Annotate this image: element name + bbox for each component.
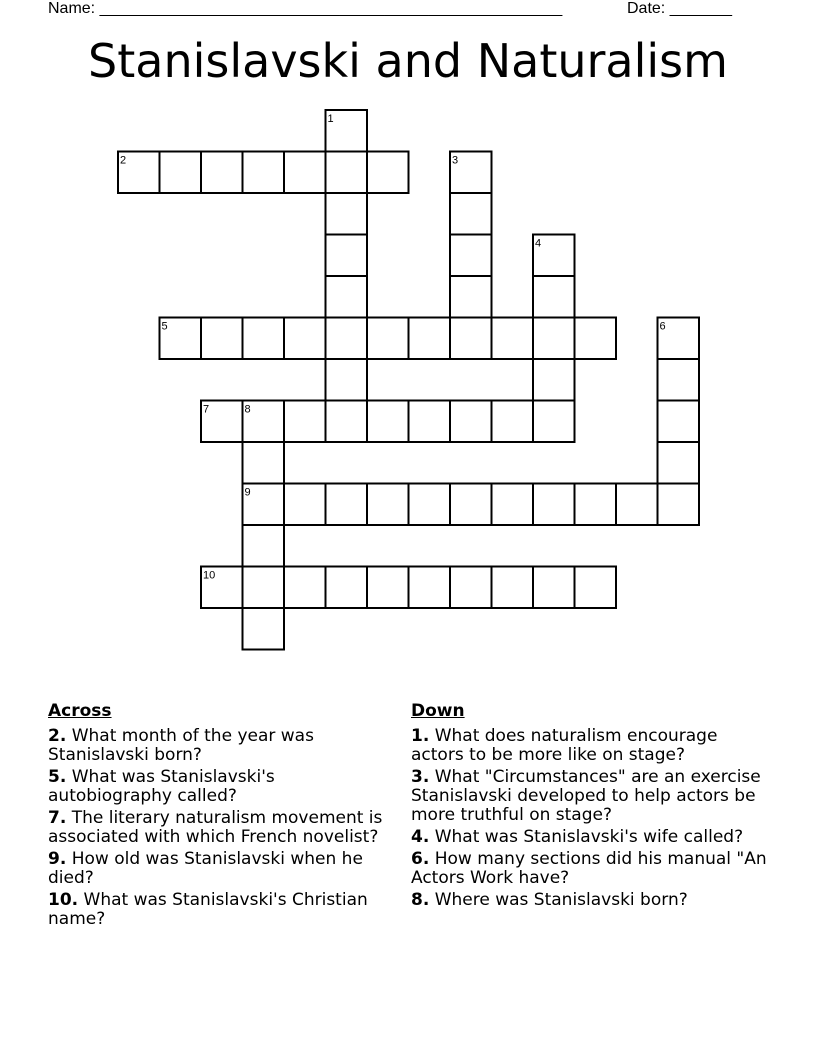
date-field-label: Date: _______ bbox=[627, 0, 732, 17]
crossword-cell[interactable] bbox=[284, 484, 326, 526]
crossword-cell[interactable] bbox=[326, 484, 368, 526]
crossword-cell[interactable] bbox=[326, 235, 368, 277]
crossword-cell[interactable] bbox=[450, 276, 492, 318]
crossword-cell[interactable] bbox=[409, 484, 451, 526]
clue-text: What month of the year was Stanislavski born? bbox=[48, 726, 314, 765]
down-clue bbox=[411, 850, 771, 888]
across-clue-list bbox=[48, 727, 393, 929]
crossword-cell[interactable] bbox=[409, 401, 451, 443]
crossword-cell[interactable] bbox=[160, 152, 202, 194]
clue-number: 2. bbox=[48, 726, 67, 746]
crossword-cell[interactable] bbox=[326, 318, 368, 360]
crossword-cell[interactable] bbox=[284, 318, 326, 360]
clue-text: How old was Stanislavski when he died? bbox=[48, 849, 363, 888]
clue-number-9: 9 bbox=[244, 486, 251, 499]
clue-number: 8. bbox=[411, 890, 430, 910]
clue-number-5: 5 bbox=[161, 320, 168, 333]
crossword-cell[interactable] bbox=[243, 152, 285, 194]
clue-number-3: 3 bbox=[452, 154, 459, 167]
clue-text: What "Circumstances" are an exercise Stanislavski developed to help actors be more truthful on stage? bbox=[411, 767, 761, 825]
crossword-cell[interactable] bbox=[616, 484, 658, 526]
clue-number: 10. bbox=[48, 890, 79, 910]
clue-text: The literary naturalism movement is associated with which French novelist? bbox=[48, 808, 383, 847]
crossword-cell[interactable] bbox=[658, 442, 700, 484]
crossword-cell[interactable] bbox=[243, 608, 285, 650]
clue-number: 9. bbox=[48, 849, 67, 869]
crossword-cell[interactable] bbox=[367, 567, 409, 609]
page-title: Stanislavski and Naturalism bbox=[88, 34, 728, 88]
crossword-cell[interactable] bbox=[326, 359, 368, 401]
crossword-cell[interactable] bbox=[409, 567, 451, 609]
crossword-cell[interactable] bbox=[326, 193, 368, 235]
clue-number-1: 1 bbox=[327, 113, 334, 125]
clue-number-10: 10 bbox=[203, 569, 216, 582]
clue-number: 5. bbox=[48, 767, 67, 787]
clue-number: 4. bbox=[411, 827, 430, 847]
clue-number: 6. bbox=[411, 849, 430, 869]
crossword-cell[interactable] bbox=[575, 484, 617, 526]
down-heading: Down bbox=[411, 701, 465, 721]
clue-number: 3. bbox=[411, 767, 430, 787]
crossword-cell[interactable] bbox=[450, 235, 492, 277]
clue-text: How many sections did his manual "An Actors Work have? bbox=[411, 849, 767, 888]
down-clue bbox=[411, 727, 771, 765]
clue-number-2: 2 bbox=[120, 154, 127, 167]
crossword-cell[interactable] bbox=[492, 401, 534, 443]
down-clue bbox=[411, 891, 771, 910]
crossword-cell[interactable] bbox=[658, 484, 700, 526]
across-heading: Across bbox=[48, 701, 112, 721]
crossword-cell[interactable] bbox=[284, 567, 326, 609]
crossword-cell[interactable] bbox=[450, 484, 492, 526]
crossword-cell[interactable] bbox=[243, 567, 285, 609]
crossword-cell[interactable] bbox=[492, 567, 534, 609]
across-clue bbox=[48, 809, 393, 847]
clue-number-7: 7 bbox=[203, 403, 210, 416]
crossword-cell[interactable] bbox=[450, 567, 492, 609]
crossword-cell[interactable] bbox=[575, 318, 617, 360]
crossword-cell[interactable] bbox=[284, 152, 326, 194]
crossword-cell[interactable] bbox=[201, 318, 243, 360]
crossword-cell[interactable] bbox=[326, 276, 368, 318]
across-clue bbox=[48, 891, 393, 929]
name-field-label: Name: ____________________________________________________ bbox=[48, 0, 563, 17]
down-clue-list bbox=[411, 727, 771, 910]
crossword-cell[interactable] bbox=[450, 318, 492, 360]
crossword-cell[interactable] bbox=[367, 401, 409, 443]
crossword-cell[interactable] bbox=[409, 318, 451, 360]
crossword-cell[interactable] bbox=[533, 359, 575, 401]
crossword-cell[interactable] bbox=[284, 401, 326, 443]
crossword-cell[interactable] bbox=[243, 318, 285, 360]
clue-number: 7. bbox=[48, 808, 67, 828]
clue-number: 1. bbox=[411, 726, 430, 746]
across-clue bbox=[48, 768, 393, 806]
crossword-cell[interactable] bbox=[367, 484, 409, 526]
crossword-cell[interactable] bbox=[533, 484, 575, 526]
across-clues bbox=[48, 702, 393, 932]
crossword-cell[interactable] bbox=[533, 276, 575, 318]
crossword-cell[interactable] bbox=[326, 567, 368, 609]
crossword-cell[interactable] bbox=[326, 401, 368, 443]
crossword-cell[interactable] bbox=[326, 152, 368, 194]
crossword-cell[interactable] bbox=[658, 401, 700, 443]
crossword-cell[interactable] bbox=[450, 401, 492, 443]
crossword-cell[interactable] bbox=[492, 318, 534, 360]
clue-text: What was Stanislavski's autobiography called? bbox=[48, 767, 275, 806]
crossword-cell[interactable] bbox=[533, 318, 575, 360]
clue-text: What was Stanislavski's Christian name? bbox=[48, 890, 368, 929]
clue-number-6: 6 bbox=[659, 320, 666, 333]
crossword-cell[interactable] bbox=[243, 525, 285, 567]
clue-number-8: 8 bbox=[244, 403, 251, 416]
crossword-cell[interactable] bbox=[367, 318, 409, 360]
crossword-cell[interactable] bbox=[575, 567, 617, 609]
crossword-cell[interactable] bbox=[450, 193, 492, 235]
crossword-cell[interactable] bbox=[243, 442, 285, 484]
down-clues bbox=[411, 702, 771, 913]
across-clue bbox=[48, 727, 393, 765]
crossword-cell[interactable] bbox=[658, 359, 700, 401]
crossword-cell[interactable] bbox=[533, 401, 575, 443]
across-clue bbox=[48, 850, 393, 888]
crossword-cell[interactable] bbox=[201, 152, 243, 194]
down-clue bbox=[411, 828, 771, 847]
clue-number-4: 4 bbox=[535, 237, 542, 250]
crossword-cell[interactable] bbox=[533, 567, 575, 609]
clue-text: Where was Stanislavski born? bbox=[429, 890, 688, 910]
clue-text: What was Stanislavski's wife called? bbox=[429, 827, 744, 847]
down-clue bbox=[411, 768, 771, 825]
crossword-cell[interactable] bbox=[492, 484, 534, 526]
clue-text: What does naturalism encourage actors to be more like on stage? bbox=[411, 726, 718, 765]
crossword-cell[interactable] bbox=[367, 152, 409, 194]
